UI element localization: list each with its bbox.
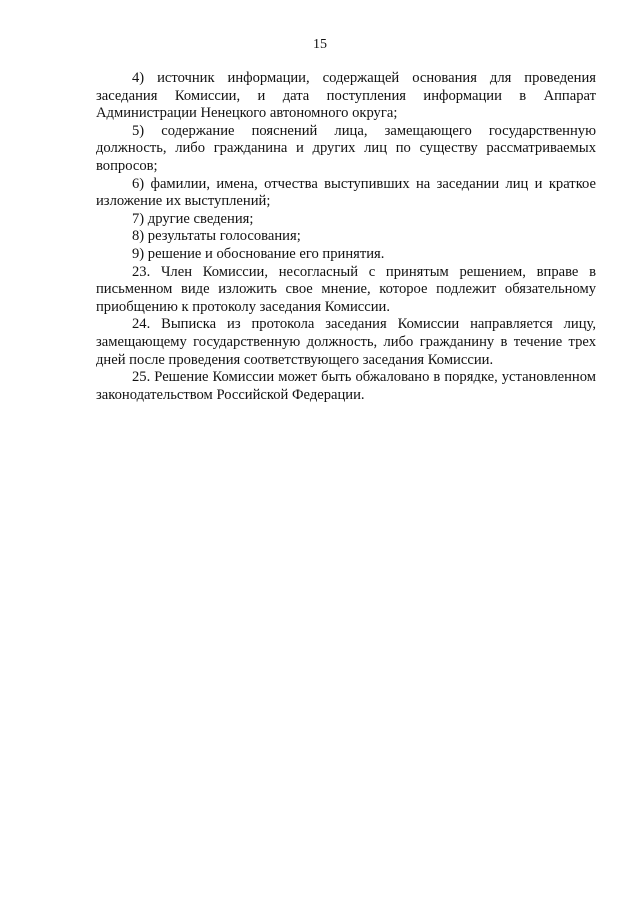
page-number: 15 [313,37,327,52]
paragraph-item-5-explanations: 5) содержание пояснений лица, замещающего государственную должность, либо гражданина и других лиц по существу рассматриваемых вопросов; [96,122,596,174]
paragraph-item-4-information-source: 4) источник информации, содержащей основания для проведения заседания Комиссии, и дата поступления информации в Аппарат Администрации Ненецкого автономного округа; [96,70,596,122]
paragraph-item-9-decision: 9) решение и обоснование его принятия. [132,245,385,262]
paragraph-item-6-speakers: 6) фамилии, имена, отчества выступивших на заседании лиц и краткое изложение их выступлений; [96,175,596,210]
paragraph-item-7-other-info: 7) другие сведения; [132,210,254,227]
paragraph-clause-25: 25. Решение Комиссии может быть обжаловано в порядке, установленном законодательством Российской Федерации. [96,369,596,403]
paragraph-clause-23: 23. Член Комиссии, несогласный с принятым решением, вправе в письменном виде изложить свое мнение, которое подлежит обязательному приобщению к протоколу заседания Комиссии. [96,263,596,315]
document-body [96,70,596,404]
paragraph-clause-24: 24. Выписка из протокола заседания Комиссии направляется лицу, замещающему государственную должность, либо гражданину в течение трех дней после проведения соответствующего заседания Комиссии. [96,316,596,368]
paragraph-item-8-voting-results: 8) результаты голосования; [132,228,301,245]
